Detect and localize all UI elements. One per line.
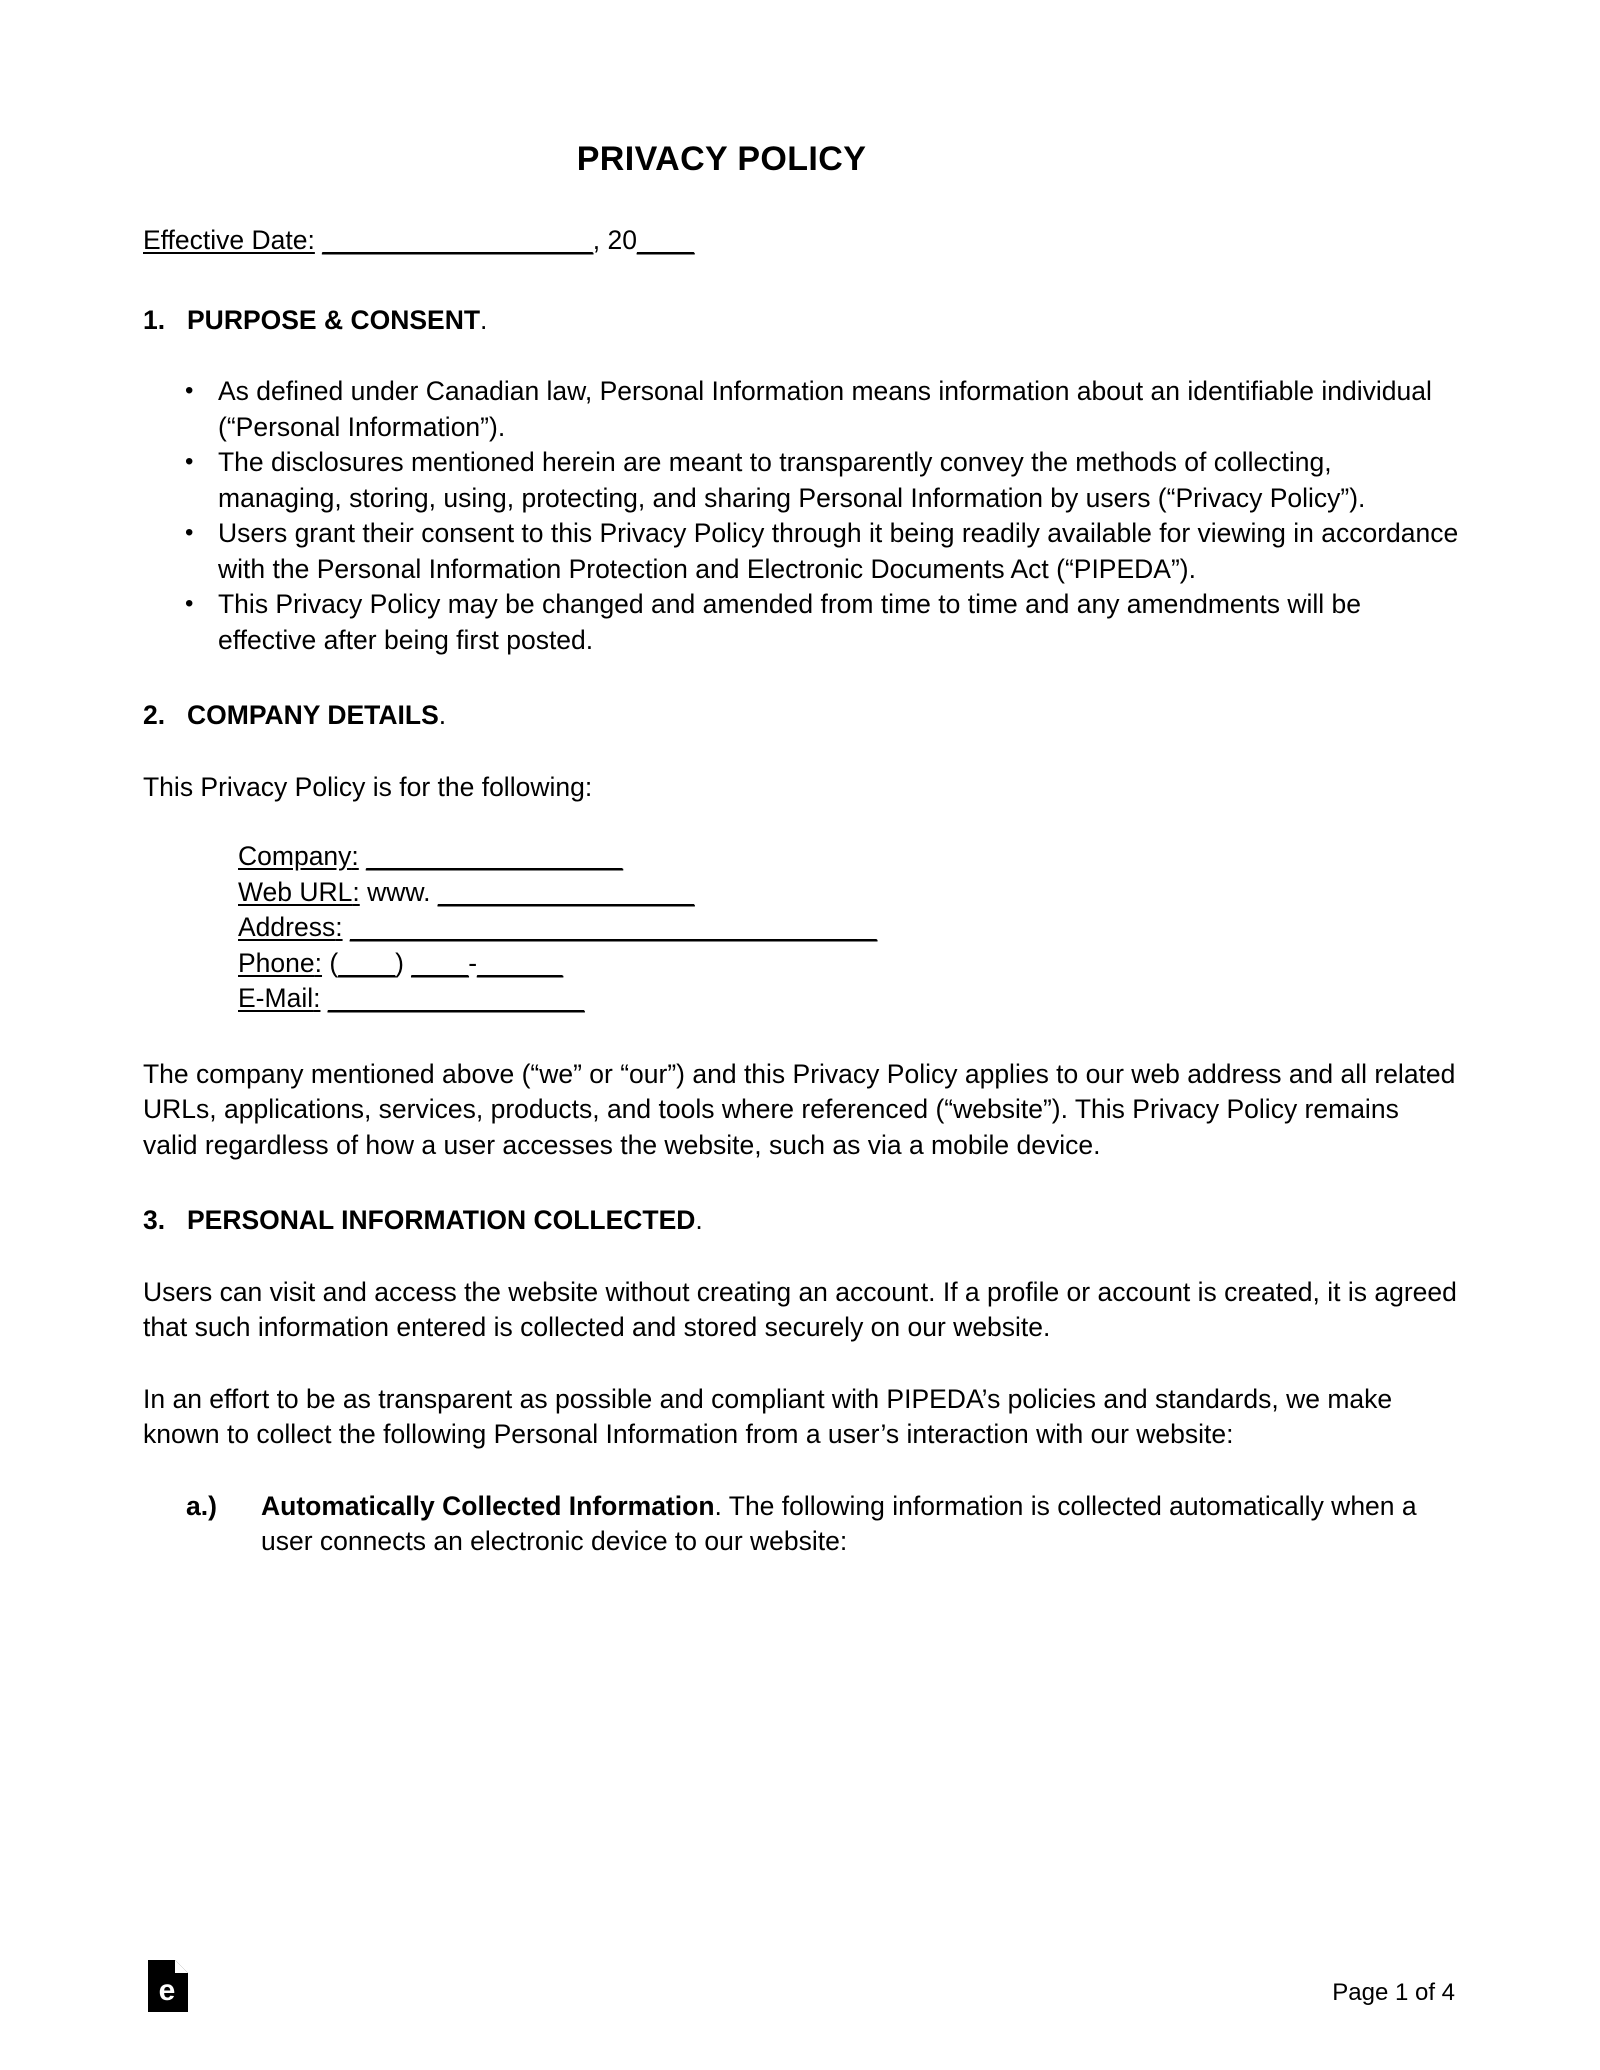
field-email [238, 981, 1460, 1017]
bullet-icon: • [185, 590, 194, 617]
field-company [238, 839, 1460, 875]
field-address-blank[interactable]: _____________________________________ [349, 912, 877, 942]
list-item-text: As defined under Canadian law, Personal Information means information about an identifiable individual (“Personal Information”). [218, 376, 1432, 442]
personal-info-paragraph-2: In an effort to be as transparent as possible and compliant with PIPEDA’s policies and standards, we make known to collect the following Personal Information from a user’s interaction with our website: [143, 1383, 1393, 1449]
personal-info-paragraph-1: Users can visit and access the website without creating an account. If a profile or account is created, it is agreed that such information entered is collected and stored securely on our website. [143, 1276, 1457, 1342]
effective-date-year-prefix: , 20 [592, 225, 637, 255]
list-item [143, 445, 1460, 516]
alpha-item-lead: Automatically Collected Information [261, 1490, 715, 1521]
section-heading-2 [143, 698, 1460, 734]
list-item [143, 374, 1460, 445]
field-web-url-label: Web URL: [238, 876, 360, 907]
effective-date-label: Effective Date: [143, 225, 315, 255]
section-title-1: PURPOSE & CONSENT. [187, 304, 488, 335]
alpha-marker: a.) [186, 1490, 217, 1521]
section-title-3: PERSONAL INFORMATION COLLECTED. [187, 1205, 703, 1235]
purpose-consent-bullet-list [143, 374, 1460, 658]
svg-text:e: e [158, 1974, 176, 2007]
eforms-logo-icon [148, 1960, 188, 2012]
field-phone-label: Phone: [238, 947, 323, 978]
page-footer [0, 1900, 1600, 2070]
field-phone-line-blank[interactable]: ______ [477, 947, 563, 978]
alpha-item-rest: . The following information is collected automatically when a user connects an electronic device to our website: [261, 1490, 1417, 1556]
field-phone-prefix-blank[interactable]: ____ [411, 947, 469, 978]
effective-date-year-blank[interactable]: ____ [636, 225, 694, 255]
list-item-text: This Privacy Policy may be changed and amended from time to time and any amendments will be effective after being first posted. [218, 589, 1361, 655]
field-web-url: Web URL: www. __________________ [238, 876, 695, 907]
page-title: PRIVACY POLICY [576, 140, 867, 178]
bullet-icon: • [185, 448, 194, 475]
list-item-text: The disclosures mentioned herein are meant to transparently convey the methods of collecting, managing, storing, using, protecting, and sharing Personal Information by users (“Privacy Policy”). [218, 447, 1366, 513]
field-address [238, 910, 1460, 946]
section-number-2: 2. [143, 700, 166, 730]
field-company-label: Company: [238, 841, 359, 871]
company-details-fields [238, 839, 1460, 1017]
list-item-text: Users grant their consent to this Privacy Policy through it being readily available for viewing in accordance with the Personal Information Protection and Electronic Documents Act (“PIPEDA”). [218, 518, 1459, 584]
list-item [143, 587, 1460, 658]
field-email-label: E-Mail: [238, 983, 321, 1013]
field-email-blank[interactable]: __________________ [327, 983, 585, 1013]
page-number: Page 1 of 4 [1332, 1979, 1455, 2006]
field-address-label: Address: [238, 912, 343, 942]
bullet-icon: • [185, 519, 194, 546]
field-web-url-blank[interactable]: __________________ [437, 876, 695, 907]
list-item-automatically-collected [186, 1489, 1460, 1560]
field-phone-area-blank[interactable]: ____ [338, 947, 396, 978]
field-phone: Phone: (____) ____-______ [238, 947, 563, 978]
company-details-intro: This Privacy Policy is for the following: [143, 771, 593, 802]
list-item [143, 516, 1460, 587]
effective-date-line [143, 223, 1460, 259]
effective-date-blank[interactable]: ___________________ [322, 225, 593, 255]
field-company-blank[interactable]: __________________ [366, 841, 623, 871]
bullet-icon: • [185, 377, 194, 404]
section-heading-1 [143, 303, 1460, 339]
section-number-3: 3. [143, 1205, 166, 1235]
section-number-1: 1. [143, 304, 166, 335]
company-scope-paragraph: The company mentioned above (“we” or “our”) and this Privacy Policy applies to our web address and all related URLs, applications, services, products, and tools where referenced (“website”). This Privacy Policy remains valid regardless of how a user accesses the website, such as via a mobile device. [143, 1058, 1456, 1160]
section-title-2: COMPANY DETAILS. [187, 700, 447, 730]
section-heading-3 [143, 1203, 1460, 1239]
